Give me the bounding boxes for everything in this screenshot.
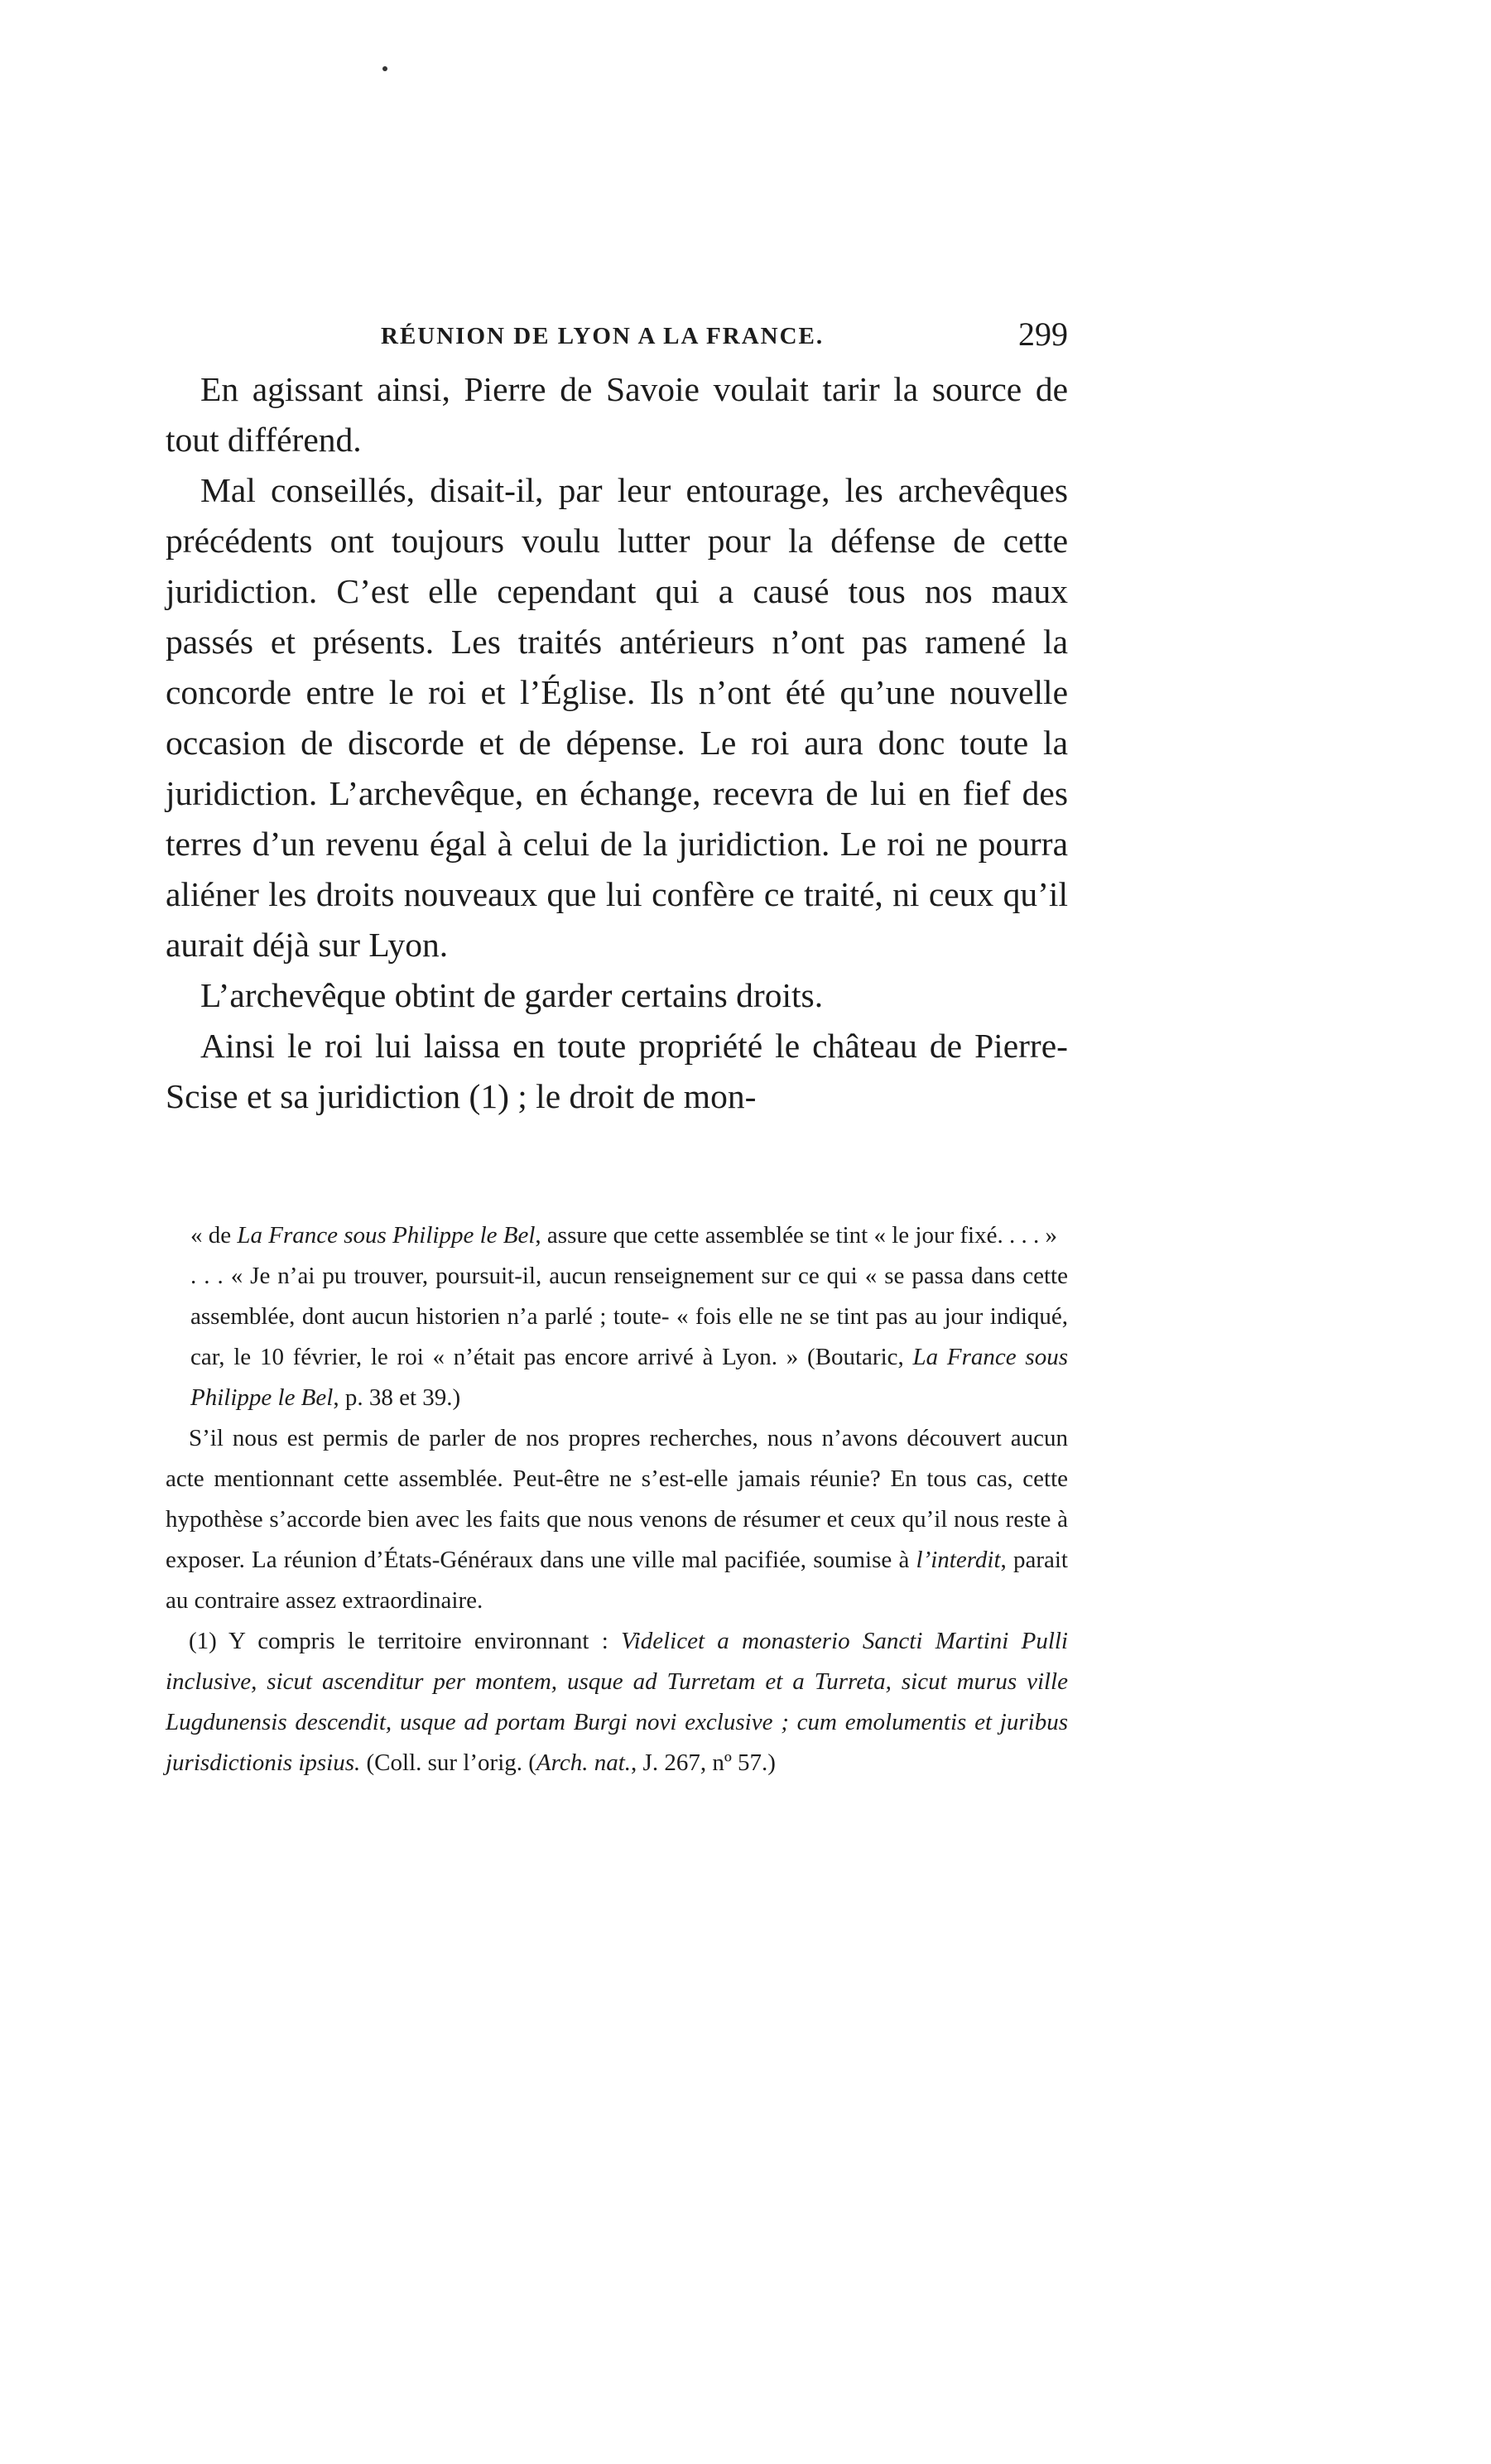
footnote-1 [166,1621,1068,1783]
italic-title: La France sous Philippe le Bel [190,1344,1068,1411]
footnote-quote [166,1215,1068,1256]
italic-term: l’interdit [916,1547,1001,1573]
paragraph: Ainsi le roi lui laissa en toute propriété le château de Pierre-Scise et sa juridiction (1) ; le droit de mon- [166,1027,1068,1115]
latin-quote: Videlicet a monasterio Sancti Martini Pulli inclusive, sicut ascenditur per montem, usque ad Turretam et a Turreta, sicut murus ville Lugdunensis descendit, usque ad portam Burgi novi exclusive ; cum emolumentis et juribus jurisdictionis ipsius. [166,1628,1068,1776]
footnotes [166,1215,1068,1783]
text-run: « de [190,1222,238,1249]
scan-speck [382,66,387,71]
text-run: (Coll. sur l’orig. ( [360,1749,536,1776]
text-run: , assure que cette assemblée se tint « le jour fixé. . . . » [535,1222,1057,1249]
footnote-quote [166,1256,1068,1418]
page-number: 299 [1018,315,1068,353]
italic-title: La France sous Philippe le Bel [237,1222,536,1249]
text-run: . . . « Je n’ai pu trouver, poursuit-il, aucun renseignement sur ce qui « se passa dans cette assemblée, dont aucun historien n’a parlé ; toute- « fois elle ne se tint pas au jour indiqué, car, le 10 février, le roi « n’était pas encore arrivé à Lyon. » (Boutaric, [190,1263,1068,1370]
text-run: , J. 267, nº 57.) [631,1749,776,1776]
page-header [166,315,1068,364]
italic-source: Arch. nat. [536,1749,632,1776]
paragraph: En agissant ainsi, Pierre de Savoie voulait tarir la source de tout différend. [166,370,1068,459]
main-text [166,364,1068,1122]
paragraph: Mal conseillés, disait-il, par leur entourage, les archevêques précédents ont toujours voulu lutter pour la défense de cette juridiction. C’est elle cependant qui a causé tous nos maux passés et présents. Les traités antérieurs n’ont pas ramené la concorde entre le roi et l’Église. Ils n’ont été qu’une nouvelle occasion de discorde et de dépense. Le roi aura donc toute la juridiction. L’archevêque, en échange, recevra de lui en fief des terres d’un revenu égal à celui de la juridiction. Le roi ne pourra aliéner les droits nouveaux que lui confère ce traité, ni ceux qu’il aurait déjà sur Lyon. [166,471,1068,964]
footnote-remark [166,1418,1068,1621]
text-run: , p. 38 et 39.) [333,1384,461,1411]
text-run: (1) Y compris le territoire environnant : [189,1628,622,1654]
running-title: RÉUNION DE LYON A LA FRANCE. [381,323,825,349]
paragraph: L’archevêque obtint de garder certains droits. [200,976,824,1014]
text-run: S’il nous est permis de parler de nos propres recherches, nous n’avons découvert aucun acte mentionnant cette assemblée. Peut-être ne s’est-elle jamais réunie? En tous cas, cette hypothèse s’accorde bien avec les faits que nous venons de résumer et ceux qu’il nous reste à exposer. La réunion d’États-Généraux dans une ville mal pacifiée, soumise à [166,1425,1068,1573]
text-run: , parait au contraire assez extraordinaire. [166,1547,1068,1614]
